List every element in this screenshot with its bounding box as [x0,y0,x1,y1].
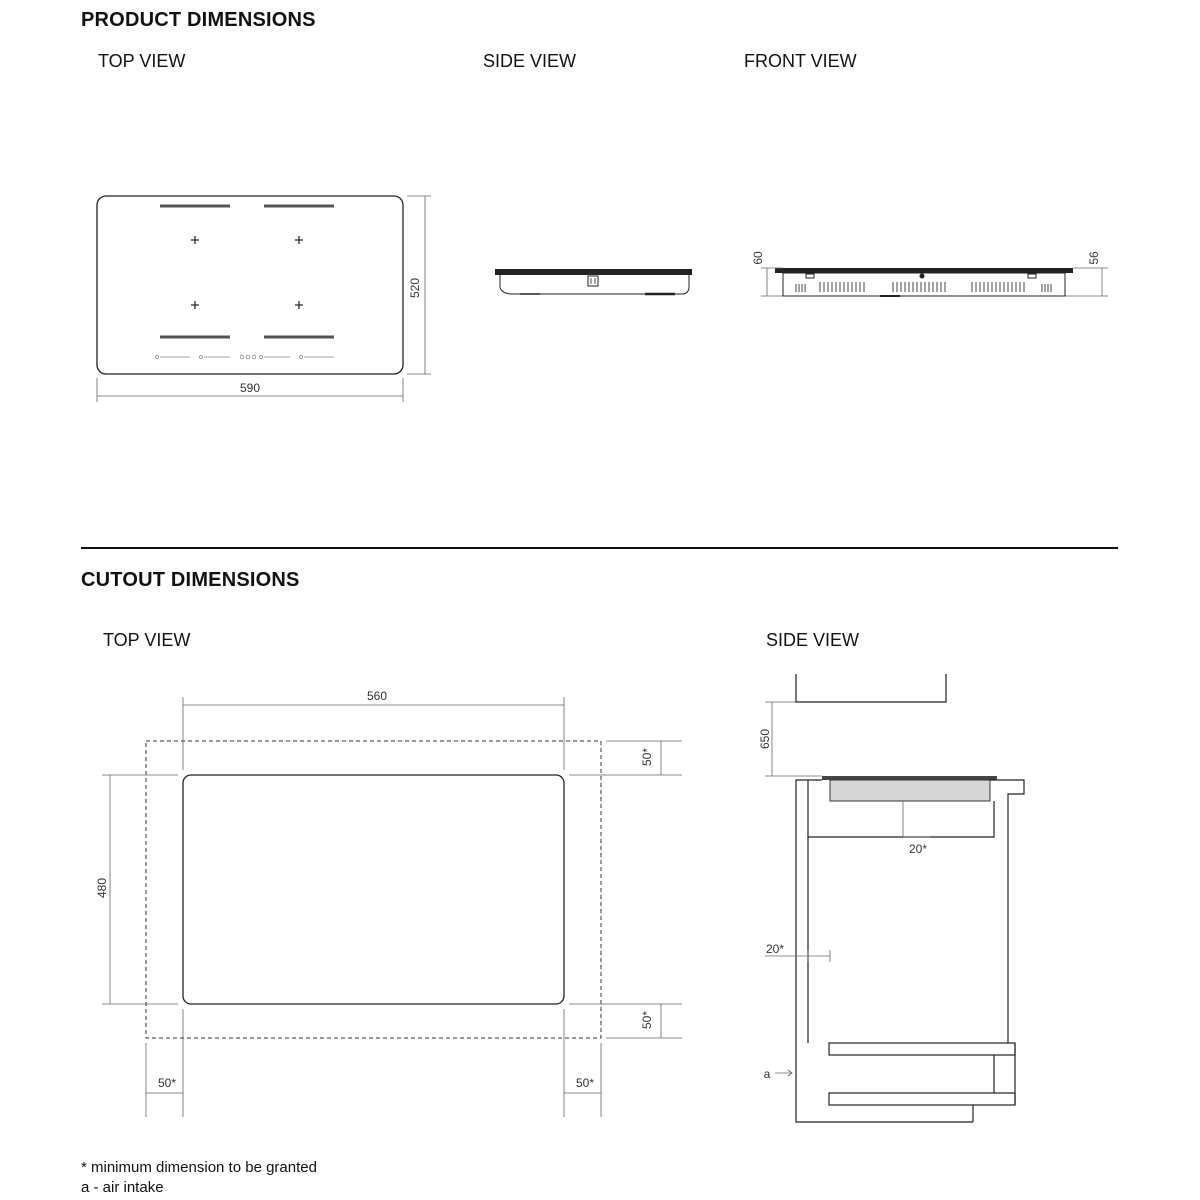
air-intake-label: a [763,1067,771,1081]
product-top-view-label: TOP VIEW [98,51,186,71]
margin-bottom-label: 50* [640,1010,654,1030]
clearance-area-outline [146,741,601,1038]
clearance-above-label: 650 [758,728,772,750]
cutout-dimensions-heading: CUTOUT DIMENSIONS [81,569,300,591]
glass-top-profile [495,269,692,275]
drawer-upper-rail [829,1043,1015,1055]
margin-right-label: 50* [575,1076,595,1090]
cabinet-left-wall [796,780,973,1122]
product-top-view [97,196,431,402]
product-dimensions-heading: PRODUCT DIMENSIONS [81,9,316,31]
front-glass-profile [775,268,1073,273]
gap-side-label: 20* [765,942,785,956]
upper-cabinet [796,674,946,702]
control-panel-strip [156,355,335,359]
cutout-top-view-label: TOP VIEW [103,630,191,650]
margin-top-label: 50* [640,747,654,767]
cutout-top-view [102,697,682,1117]
hob-body [830,780,990,801]
cutout-width-label: 560 [366,689,388,703]
zone-indicator-bars [160,206,334,337]
cutout-dimension-lines [102,697,682,1117]
drawer-lower-rail [829,1093,1015,1105]
note-air-intake: a - air intake [81,1179,164,1196]
product-front-view [761,268,1108,296]
cutout-depth-label: 480 [95,877,109,899]
margin-left-label: 50* [157,1076,177,1090]
housing-profile [500,275,689,294]
product-front-view-label: FRONT VIEW [744,51,857,71]
product-width-label: 590 [239,381,261,395]
gap-below-label: 20* [908,842,928,856]
ventilation-slots [796,282,1051,292]
cutout-side-view-label: SIDE VIEW [766,630,860,650]
note-minimum-dimension: * minimum dimension to be granted [81,1159,317,1176]
hob-outline [97,196,403,374]
hob-glass [822,776,997,780]
front-height-right-label: 56 [1087,251,1101,265]
side-connector [588,276,598,286]
cutout-side-view [765,674,1024,1122]
zone-center-marks [191,236,303,309]
side-dimension-lines [765,702,930,1076]
product-side-view [495,269,692,294]
front-height-left-label: 60 [751,251,765,265]
product-side-view-label: SIDE VIEW [483,51,577,71]
product-depth-label: 520 [408,277,422,299]
cutout-outline [183,775,564,1004]
worktop-right [990,780,1024,1043]
